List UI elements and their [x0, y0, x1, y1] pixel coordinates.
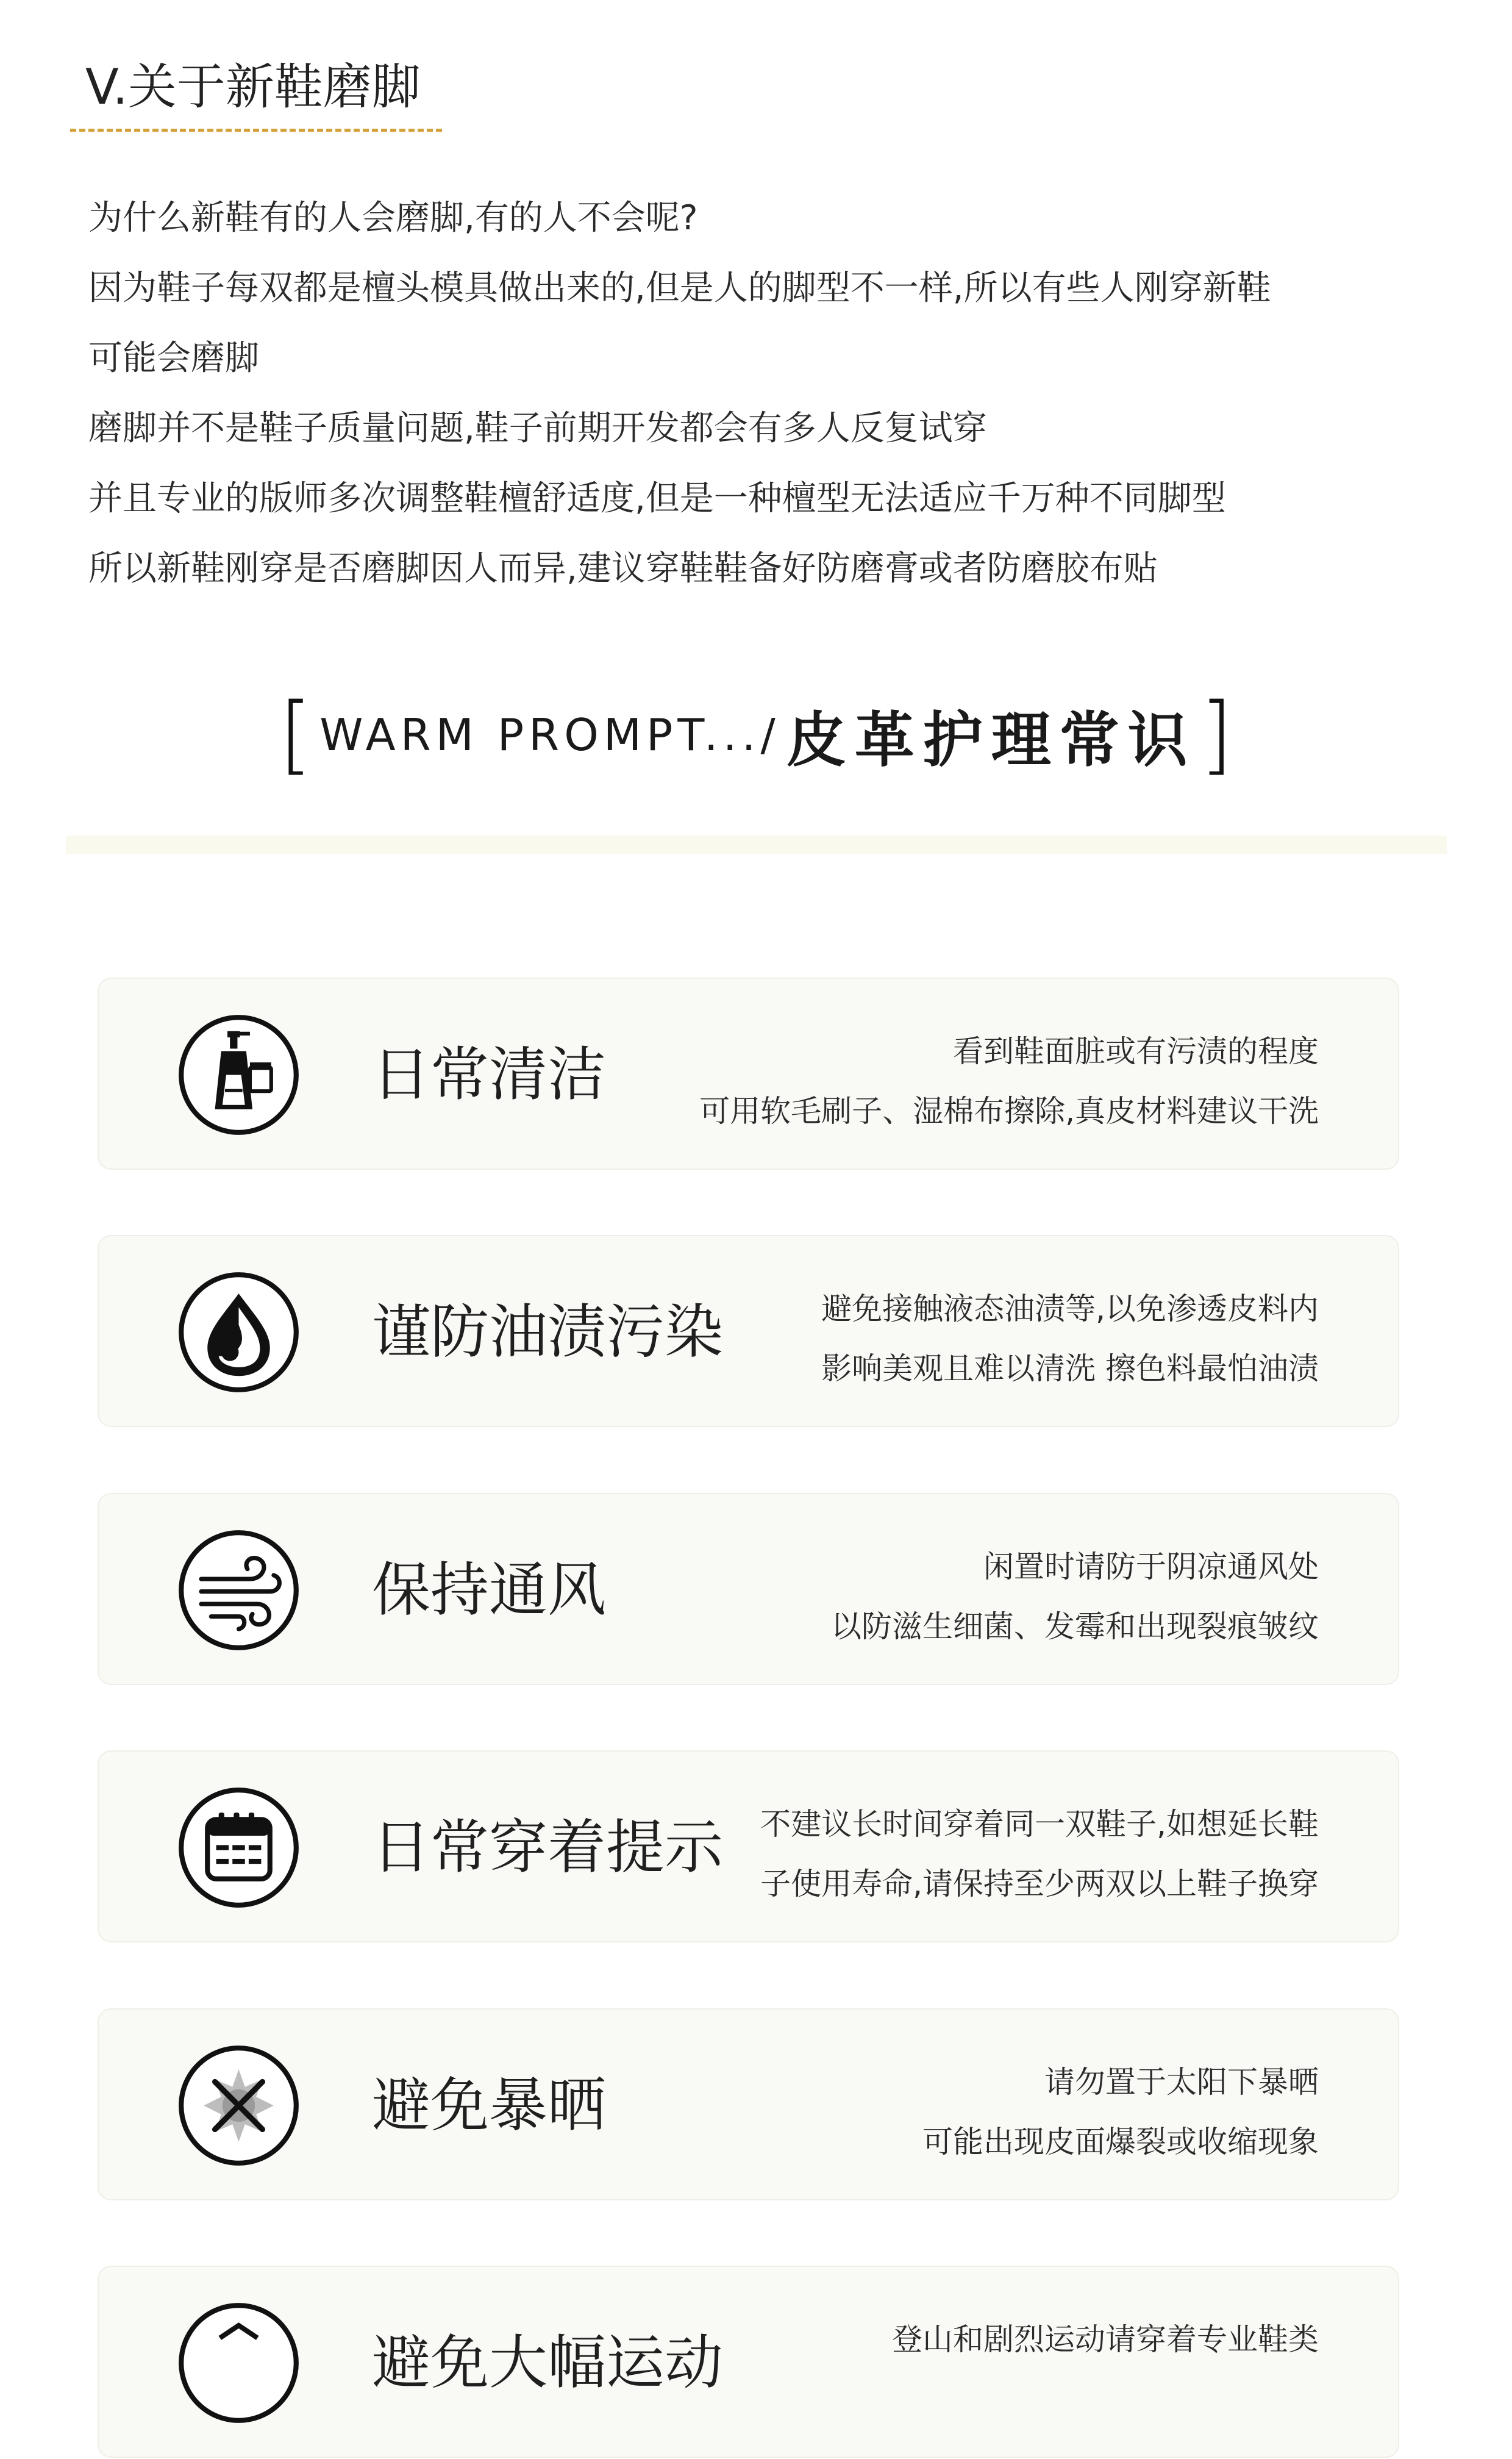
wind-icon [176, 1528, 301, 1653]
card-desc-line: 闲置时请防于阴凉通风处 [983, 1549, 1319, 1584]
card-title: 避免大幅运动 [372, 2328, 723, 2397]
warm-prompt-heading [0, 685, 1512, 784]
cleaning-bottle-icon [176, 1012, 301, 1137]
card-description [699, 1022, 1319, 1141]
card-title: 日常穿着提示 [372, 1813, 723, 1881]
open-bracket: [ [279, 685, 313, 784]
paragraph-line: 所以新鞋刚穿是否磨脚因人而异,建议穿鞋鞋备好防磨膏或者防磨胶布贴 [88, 549, 1158, 589]
care-card-cleaning [98, 978, 1399, 1170]
care-card-ventilation [98, 1493, 1399, 1685]
card-title: 谨防油渍污染 [372, 1298, 723, 1366]
card-desc-line: 避免接触液态油渍等,以免渗透皮料内 [821, 1291, 1319, 1326]
card-description [760, 1794, 1319, 1914]
card-title: 保持通风 [372, 1556, 606, 1624]
card-desc-line: 影响美观且难以清洗 擦色料最怕油渍 [821, 1351, 1319, 1386]
card-desc-line: 子使用寿命,请保持至少两双以上鞋子换穿 [760, 1866, 1319, 1902]
card-desc-line: 不建议长时间穿着同一双鞋子,如想延长鞋 [760, 1806, 1319, 1842]
card-desc-line: 以防滋生细菌、发霉和出现裂痕皱纹 [831, 1609, 1319, 1644]
card-title: 日常清洁 [372, 1040, 606, 1109]
warm-prompt-english: WARM PROMPT.../ [319, 709, 780, 761]
card-title: 避免暴晒 [372, 2071, 606, 2139]
section-title: V.关于新鞋磨脚 [85, 59, 421, 115]
close-bracket: ] [1199, 685, 1233, 784]
calendar-icon [176, 1785, 301, 1910]
card-desc-line: 登山和剧烈运动请穿着专业鞋类 [892, 2322, 1319, 2357]
oil-drop-icon [176, 1270, 301, 1395]
cream-divider-band [66, 836, 1447, 854]
care-card-avoid-sun [98, 2008, 1399, 2200]
warm-prompt-chinese: 皮革护理常识 [786, 705, 1196, 775]
card-desc-line: 可能出现皮面爆裂或收缩现象 [922, 2124, 1319, 2160]
card-desc-line: 看到鞋面脏或有污渍的程度 [953, 1034, 1319, 1069]
care-card-sport [98, 2266, 1399, 2458]
paragraph-line: 可能会磨脚 [88, 338, 259, 378]
paragraph-line: 并且专业的版师多次调整鞋檀舒适度,但是一种檀型无法适应千万种不同脚型 [88, 479, 1226, 518]
paragraph-line: 因为鞋子每双都是檀头模具做出来的,但是人的脚型不一样,所以有些人刚穿新鞋 [88, 268, 1271, 308]
card-description [892, 2310, 1319, 2369]
paragraph-line: 为什么新鞋有的人会磨脚,有的人不会呢? [88, 198, 698, 238]
care-card-oil [98, 1235, 1399, 1427]
no-sun-icon [176, 2043, 301, 2168]
card-description [831, 1537, 1319, 1656]
card-desc-line: 请勿置于太阳下暴晒 [1044, 2064, 1319, 2100]
intro-paragraph [88, 183, 1460, 604]
card-description [821, 1279, 1319, 1398]
sport-icon [176, 2300, 301, 2425]
card-description [922, 2052, 1319, 2172]
title-underline [70, 129, 442, 132]
paragraph-line: 磨脚并不是鞋子质量问题,鞋子前期开发都会有多人反复试穿 [88, 409, 987, 448]
card-desc-line: 可用软毛刷子、湿棉布擦除,真皮材料建议干洗 [699, 1093, 1319, 1129]
care-card-daily-wear [98, 1750, 1399, 1942]
